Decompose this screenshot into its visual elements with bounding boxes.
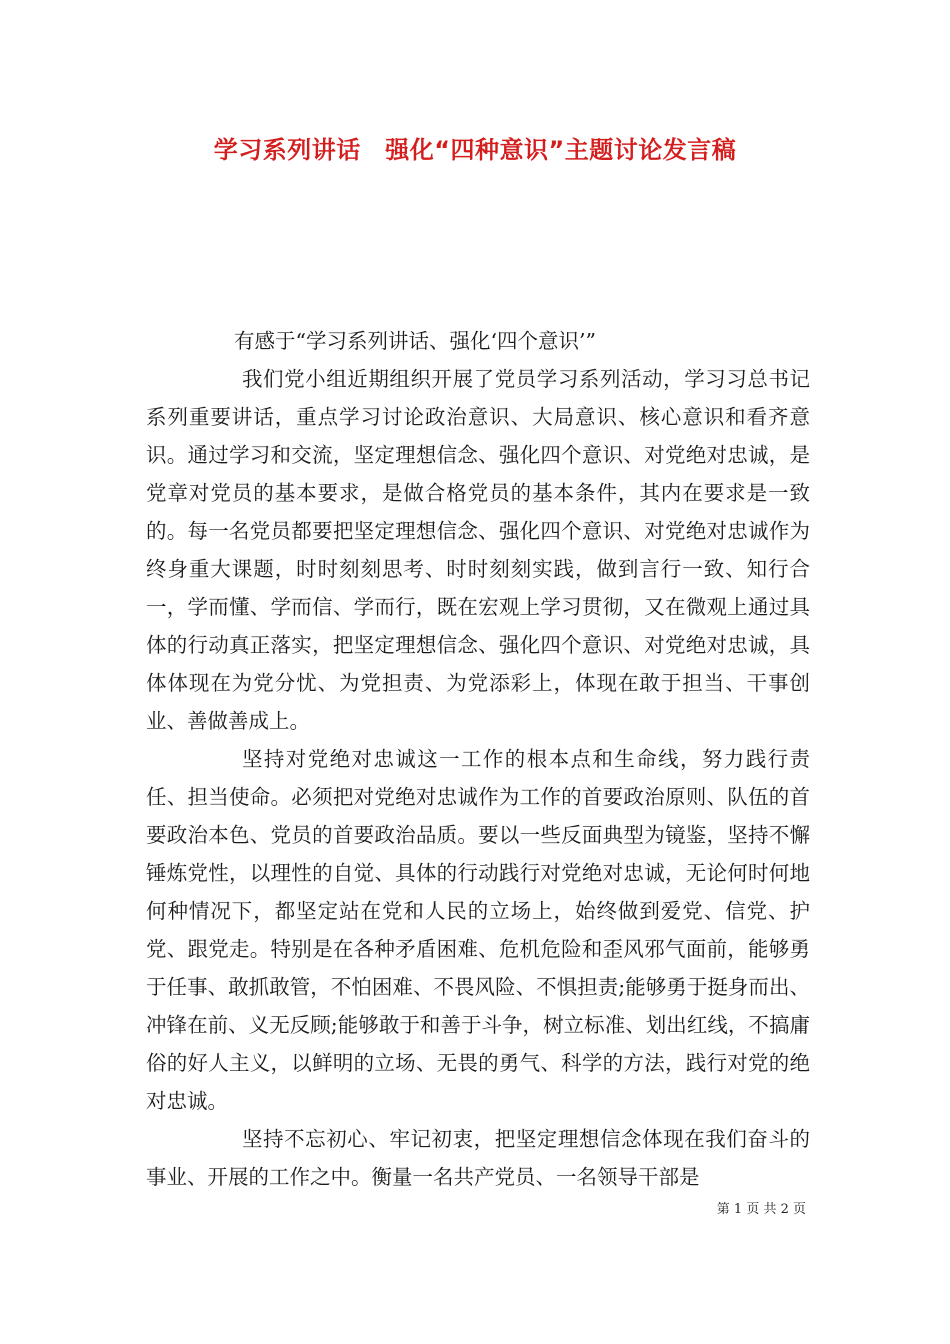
- body-paragraph-3: 坚持不忘初心、牢记初衷，把坚定理想信念体现在我们奋斗的事业、开展的工作之中。衡量一名共产党员、一名领导干部是: [146, 1127, 810, 1189]
- page-number-footer: 第 1 页 共 2 页: [716, 1202, 806, 1217]
- document-subtitle: 有感于“学习系列讲话、强化‘四个意识’”: [234, 329, 596, 353]
- document-body: [146, 322, 810, 1196]
- document-title: 学习系列讲话 强化“四种意识”主题讨论发言稿: [213, 136, 737, 164]
- body-paragraph-1: 我们党小组近期组织开展了党员学习系列活动，学习习总书记系列重要讲话，重点学习讨论政治意识、大局意识、核心意识和看齐意识。通过学习和交流，坚定理想信念、强化四个意识、对党绝对忠诚，是党章对党员的基本要求，是做合格党员的基本条件，其内在要求是一致的。每一名党员都要把坚定理想信念、强化四个意识、对党绝对忠诚作为终身重大课题，时时刻刻思考、时时刻刻实践，做到言行一致、知行合一，学而懂、学而信、学而行，既在宏观上学习贯彻，又在微观上通过具体的行动真正落实，把坚定理想信念、强化四个意识、对党绝对忠诚，具体体现在为党分忧、为党担责、为党添彩上，体现在敢于担当、干事创业、善做善成上。: [146, 367, 810, 733]
- body-paragraph-2: 坚持对党绝对忠诚这一工作的根本点和生命线，努力践行责任、担当使命。必须把对党绝对忠诚作为工作的首要政治原则、队伍的首要政治本色、党员的首要政治品质。要以一些反面典型为镜鉴，坚持不懈锤炼党性，以理性的自觉、具体的行动践行对党绝对忠诚，无论何时何地何种情况下，都坚定站在党和人民的立场上，始终做到爱党、信党、护党、跟党走。特别是在各种矛盾困难、危机危险和歪风邪气面前，能够勇于任事、敢抓敢管，不怕困难、不畏风险、不惧担责;能够勇于挺身而出、冲锋在前、义无反顾;能够敢于和善于斗争，树立标准、划出红线，不搞庸俗的好人主义，以鲜明的立场、无畏的勇气、科学的方法，践行对党的绝对忠诚。: [146, 747, 810, 1113]
